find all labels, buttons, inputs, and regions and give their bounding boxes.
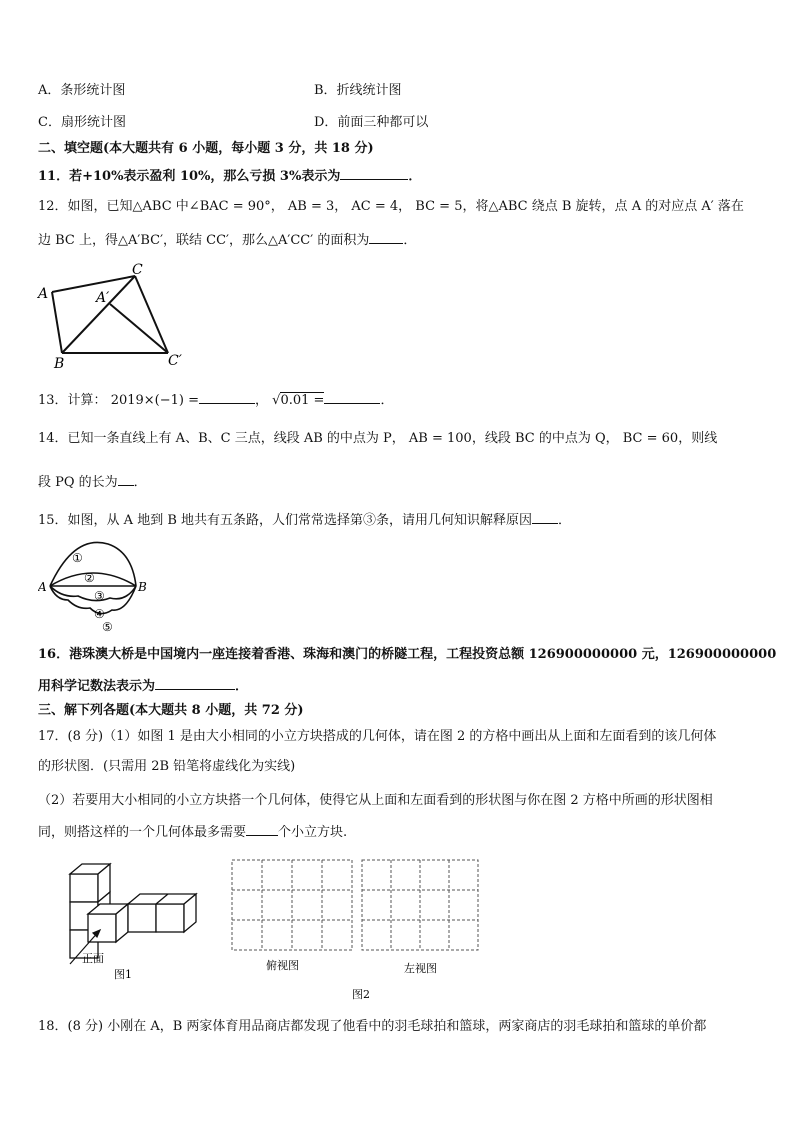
road-4-label: ④ bbox=[94, 607, 105, 621]
option-b: B．折线统计图 bbox=[314, 83, 402, 98]
point-b-label: B bbox=[138, 580, 147, 594]
question-15 bbox=[38, 510, 571, 530]
question-16-end: ． bbox=[235, 679, 249, 694]
answer-blank bbox=[118, 472, 134, 486]
answer-blank bbox=[324, 390, 380, 404]
road-3-label: ③ bbox=[94, 589, 105, 603]
question-14-line-1: 14．已知一条直线上有 A、B、C 三点，线段 AB 的中点为 P， AB = 100，线段 BC 的中点为 Q， BC = 60，则线 bbox=[38, 431, 718, 446]
expression-1: 2019×(−1) = bbox=[110, 393, 199, 408]
left-view-grid bbox=[362, 860, 478, 950]
question-14-text: 段 PQ 的长为 bbox=[38, 475, 118, 490]
five-roads-figure bbox=[38, 538, 150, 634]
option-c: C．扇形统计图 bbox=[38, 115, 126, 130]
expression-2: 0.01 = bbox=[280, 393, 325, 408]
question-11-end: ． bbox=[408, 169, 422, 184]
answer-blank bbox=[155, 676, 235, 690]
question-14-line-2 bbox=[38, 472, 147, 492]
option-a: A．条形统计图 bbox=[38, 83, 126, 98]
question-13-end: ． bbox=[380, 393, 394, 408]
option-d: D．前面三种都可以 bbox=[314, 115, 429, 130]
answer-blank bbox=[246, 822, 278, 836]
question-18-line-1: 18．(8 分) 小刚在 A，B 两家体育用品商店都发现了他看中的羽毛球拍和篮球，两家商店的羽毛球拍和篮球的单价都 bbox=[38, 1019, 707, 1034]
road-5-label: ⑤ bbox=[102, 620, 113, 634]
question-12-end: ． bbox=[403, 233, 417, 248]
question-13 bbox=[38, 390, 393, 410]
label-a-prime: A′ bbox=[96, 290, 110, 306]
question-12-line-1: 12．如图，已知△ABC 中∠BAC = 90°， AB = 3， AC = 4， BC = 5，将△ABC 绕点 B 旋转，点 A 的对应点 A′ 落在 bbox=[38, 199, 744, 214]
question-11-text: 11．若+10%表示盈利 10%，那么亏损 3%表示为 bbox=[38, 169, 341, 184]
answer-blank bbox=[532, 510, 558, 524]
figure-1-caption: 图1 bbox=[114, 968, 132, 981]
question-11 bbox=[38, 166, 421, 186]
figure-2-caption: 图2 bbox=[352, 988, 370, 1001]
answer-blank bbox=[199, 390, 255, 404]
label-c-prime: C′ bbox=[168, 353, 182, 369]
point-a-label: A bbox=[38, 580, 47, 594]
answer-blank bbox=[340, 166, 408, 180]
question-17-line-3: （2）若要用大小相同的小立方块搭一个几何体，使得它从上面和左面看到的形状图与你在图 2 方格中所画的形状图相 bbox=[38, 793, 713, 808]
question-17-end: 个小立方块. bbox=[278, 825, 348, 840]
sqrt-symbol: √ bbox=[272, 393, 281, 408]
question-17-line-2: 的形状图．(只需用 2B 铅笔将虚线化为实线) bbox=[38, 759, 296, 774]
cube-solid-figure bbox=[70, 864, 196, 958]
left-view-label: 左视图 bbox=[404, 962, 437, 975]
question-17-line-4 bbox=[38, 822, 347, 842]
label-a: A bbox=[38, 286, 49, 302]
top-view-label: 俯视图 bbox=[266, 959, 299, 972]
question-14-end: ． bbox=[133, 475, 147, 490]
section-header-fill-in: 二、填空题(本大题共有 6 小题，每小题 3 分，共 18 分) bbox=[38, 141, 374, 156]
front-label: 正面 bbox=[82, 952, 104, 965]
section-header-solve: 三、解下列各题(本大题共 8 小题，共 72 分) bbox=[38, 703, 304, 718]
top-view-grid bbox=[232, 860, 352, 950]
cube-figures bbox=[60, 852, 480, 1004]
label-b: B bbox=[54, 356, 65, 372]
question-12-line-2 bbox=[38, 230, 416, 250]
question-15-end: ． bbox=[558, 513, 572, 528]
question-13-label: 13．计算： bbox=[38, 393, 107, 408]
question-16-line-1: 16．港珠澳大桥是中国境内一座连接着香港、珠海和澳门的桥隧工程，工程投资总额 126900000000 元，126900000000 bbox=[38, 647, 777, 662]
separator: ， bbox=[255, 393, 269, 408]
question-17-text: 同，则搭这样的一个几何体最多需要 bbox=[38, 825, 247, 840]
question-16-text: 用科学记数法表示为 bbox=[38, 679, 156, 694]
question-12-text: 边 BC 上，得△A′BC′，联结 CC′，那么△A′CC′ 的面积为 bbox=[38, 233, 370, 248]
question-17-line-1: 17．(8 分)（1）如图 1 是由大小相同的小立方块搭成的几何体，请在图 2 的方格中画出从上面和左面看到的该几何体 bbox=[38, 729, 717, 744]
triangle-rotation-figure bbox=[34, 258, 194, 372]
road-2-label: ② bbox=[84, 571, 95, 585]
answer-blank bbox=[369, 230, 403, 244]
question-16-line-2 bbox=[38, 676, 248, 696]
label-c: C bbox=[132, 262, 143, 278]
question-15-text: 15．如图，从 A 地到 B 地共有五条路，人们常常选择第③条，请用几何知识解释原因 bbox=[38, 513, 533, 528]
road-1-label: ① bbox=[72, 551, 83, 565]
